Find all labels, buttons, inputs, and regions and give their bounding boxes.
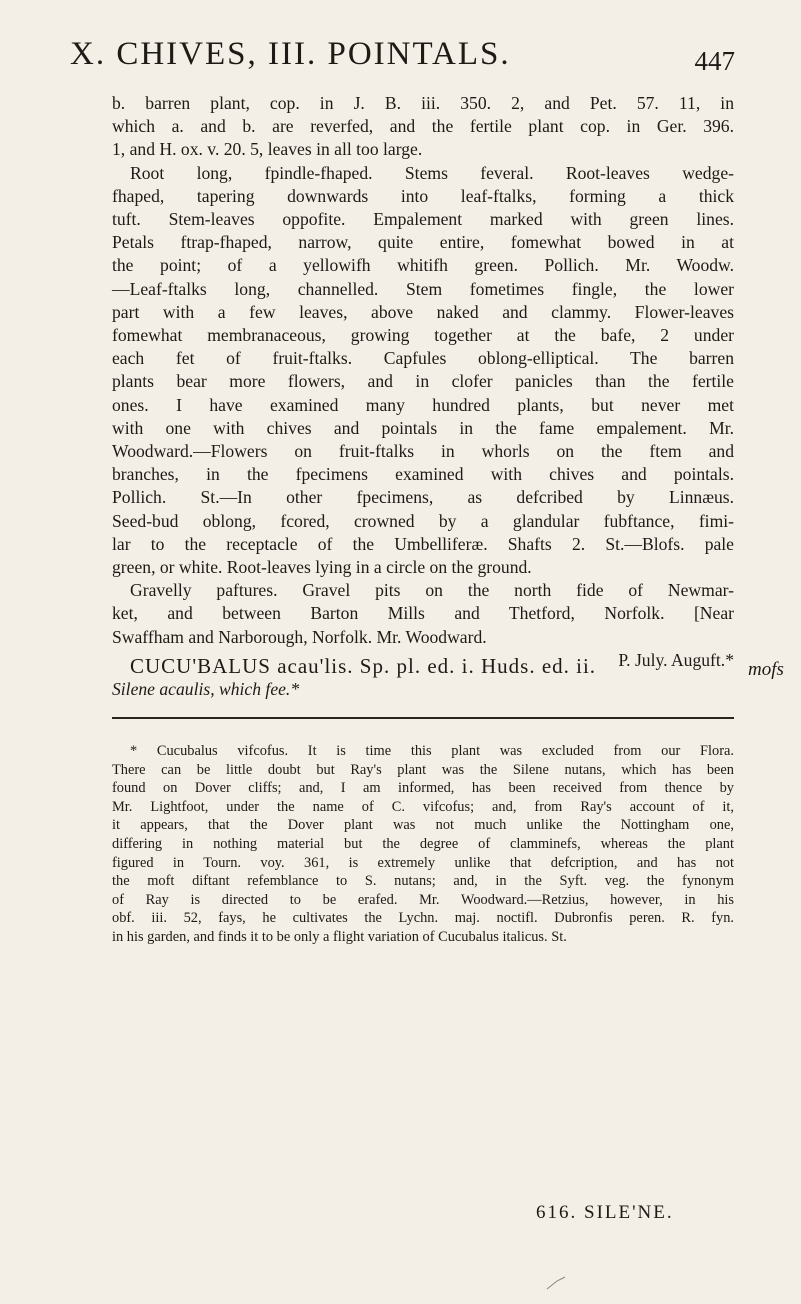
text-line: Root long, fpindle-fhaped. Stems feveral. Root-leaves wedge- [130,162,734,183]
text-line: —Leaf-ftalks long, channelled. Stem fometimes fingle, the lower [112,278,734,299]
footnote-line: obf. iii. 52, fays, he cultivates the Lychn. maj. noctifl. Dubronfis peren. R. fyn. [112,910,734,927]
text-line: the point; of a yellowifh whitifh green. Pollich. Mr. Woodw. [112,255,734,276]
text-line: ket, and between Barton Mills and Thetford, Norfolk. [Near [112,603,734,624]
text-line: Petals ftrap-fhaped, narrow, quite entire, fomewhat bowed in at [112,232,734,253]
species-synonym: Silene acaulis, which fee.* [112,679,300,700]
text-line: fomewhat membranaceous, growing together at the bafe, 2 under [112,325,734,346]
text-line: branches, in the fpecimens examined with chives and pointals. [112,464,734,485]
text-line: Woodward.—Flowers on fruit-ftalks in whorls on the ftem and [112,441,734,462]
main-text-block [112,92,734,672]
footnote-line: * Cucubalus vifcofus. It is time this plant was excluded from our Flora. [130,743,734,759]
text-line: fhaped, tapering downwards into leaf-ftalks, forming a thick [112,185,734,206]
footnote-divider [112,717,734,719]
text-line: ones. I have examined many hundred plants, but never met [112,394,734,415]
text-line: plants bear more flowers, and in clofer panicles than the fertile [112,371,734,392]
flowering-time: P. July. Auguft.* [618,649,734,670]
page-number: 447 [694,46,735,76]
text-line: Pollich. St.—In other fpecimens, as defcribed by Linnæus. [112,487,734,508]
text-line: Seed-bud oblong, fcored, crowned by a glandular fubftance, fimi- [112,510,734,531]
text-line: each fet of fruit-ftalks. Capfules oblong-elliptical. The barren [112,348,734,369]
footnote-line: found on Dover cliffs; and, I am informed, has been received from thence by [112,780,734,797]
footnote-line: in his garden, and finds it to be only a flight variation of Cucubalus italicus. St. [112,928,567,945]
text-line: 1, and H. ox. v. 20. 5, leaves in all too large. [112,139,423,160]
footnote-line: Mr. Lightfoot, under the name of C. vifcofus; and, from Ray's account of it, [112,798,734,815]
footnote-line: of Ray is directed to be erafed. Mr. Woodward.—Retzius, however, in his [112,891,734,908]
text-line: tuft. Stem-leaves oppofite. Empalement marked with green lines. [112,209,734,230]
text-line: part with a few leaves, above naked and clammy. Flower-leaves [112,301,734,322]
text-line: Swaffham and Narborough, Norfolk. Mr. Woodward. [112,626,487,647]
text-line: which a. and b. are reverfed, and the fertile plant cop. in Ger. 396. [112,116,734,137]
footnote-line: There can be little doubt but Ray's plant was the Silene nutans, which has been [112,761,734,778]
running-head: X. CHIVES, III. POINTALS. [70,36,511,72]
ink-mark-icon [545,1275,569,1291]
text-line: Gravelly paftures. Gravel pits on the north fide of Newmar- [130,580,734,601]
text-line: green, or white. Root-leaves lying in a circle on the ground. [112,557,532,578]
catchword: 616. SILE'NE. [536,1202,674,1223]
text-line: lar to the receptacle of the Umbelliferæ. Shafts 2. St.—Blofs. pale [112,533,734,554]
footnote [112,742,734,947]
footnote-line: it appears, that the Dover plant was not much unlike the Nottingham one, [112,817,734,834]
text-line: b. barren plant, cop. in J. B. iii. 350. 2, and Pet. 57. 11, in [112,93,734,113]
species-heading: CUCU'BALUS acau'lis. Sp. pl. ed. i. Huds. ed. ii. [130,654,597,678]
text-line: with one with chives and pointals in the fame empalement. Mr. [112,417,734,438]
footnote-line: differing in nothing material but the degree of clamminefs, whereas the plant [112,835,734,852]
footnote-line: figured in Tourn. voy. 361, is extremely unlike that defcription, and has not [112,854,734,871]
footnote-line: the moft diftant refemblance to S. nutans; and, in the Syft. veg. the fynonym [112,873,734,890]
species-entry [112,655,734,701]
page-header [70,36,735,86]
margin-note: mofs [748,659,784,680]
